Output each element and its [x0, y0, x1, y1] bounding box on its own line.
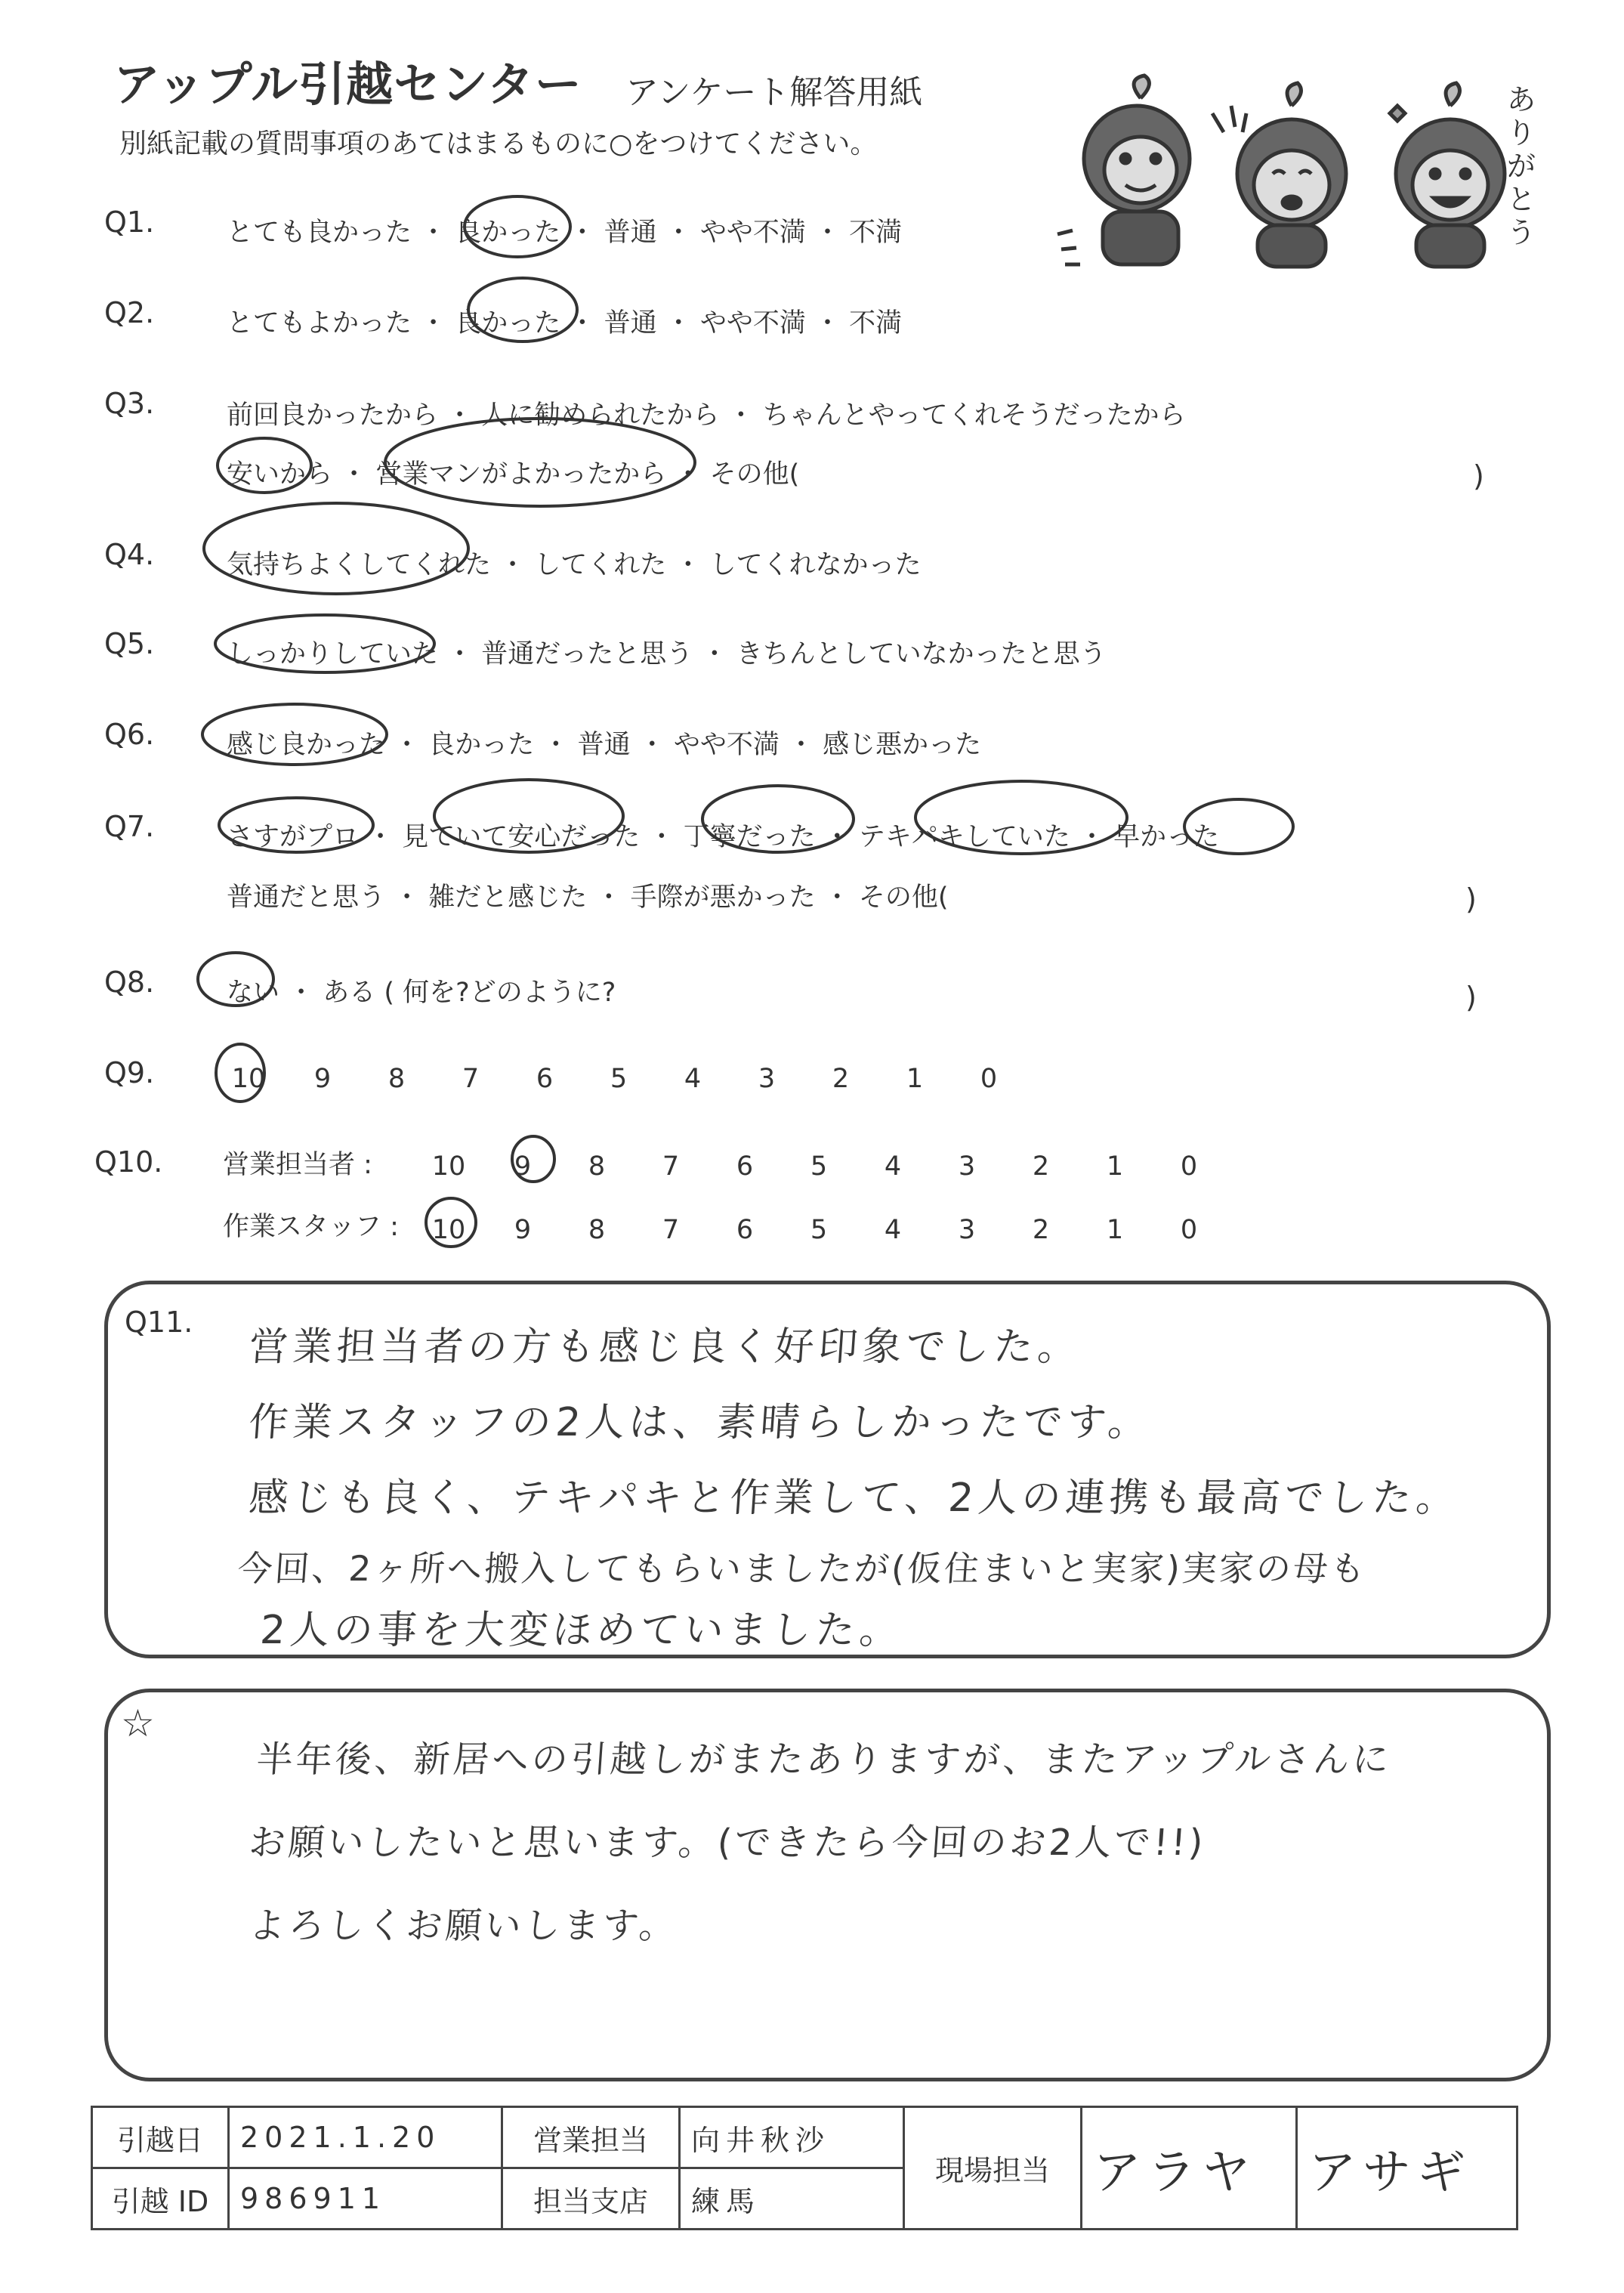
q10-sales-score[interactable]: 7 [662, 1151, 680, 1182]
q9-score[interactable]: 2 [832, 1064, 850, 1094]
q1-option[interactable]: 不満 [849, 218, 903, 248]
q10-sales-score[interactable]: 1 [1106, 1151, 1124, 1182]
q10-staff-score[interactable]: 0 [1180, 1215, 1198, 1245]
q2-option[interactable]: 良かった [455, 308, 561, 338]
q9-score[interactable]: 7 [462, 1064, 480, 1094]
q9-score[interactable]: 6 [536, 1064, 554, 1094]
q10-sales-label: 営業担当者 : [223, 1150, 372, 1180]
star-icon: ☆ [121, 1701, 155, 1745]
branch-value[interactable]: 練馬 [680, 2168, 904, 2230]
q7-option[interactable]: さすがプロ [227, 822, 360, 852]
q10-sales-score[interactable]: 6 [736, 1151, 754, 1182]
q2-label: Q2. [104, 296, 155, 329]
q5-label: Q5. [104, 627, 155, 660]
q10-sales-score[interactable]: 2 [1032, 1151, 1050, 1182]
q10-staff-score[interactable]: 9 [514, 1215, 532, 1245]
q6-options: 感じ良かった ・ 良かった ・ 普通 ・ やや不満 ・ 感じ悪かった [227, 724, 981, 762]
q8-options: ない ・ ある ( 何を?どのように? [227, 972, 616, 1009]
q10-label: Q10. [94, 1145, 163, 1179]
sales-label: 営業担当 [502, 2107, 680, 2168]
q2-option[interactable]: やや不満 [699, 308, 806, 338]
q2-option[interactable]: 普通 [604, 308, 657, 338]
q9-scale [211, 1064, 1026, 1094]
q7-close-paren: ) [1465, 882, 1477, 916]
q7-option[interactable]: 普通だと思う [227, 882, 386, 913]
q7-option[interactable]: その他( [858, 882, 949, 913]
q9-score[interactable]: 9 [313, 1064, 332, 1094]
instruction: 別紙記載の質問事項のあてはまるものに○をつけてください。 [119, 128, 878, 159]
q1-option[interactable]: 良かった [455, 218, 561, 248]
field-staff-1-value[interactable]: アラヤ [1082, 2107, 1297, 2230]
q3-option[interactable]: ちゃんとやってくれそうだったから [762, 400, 1186, 431]
q3-option[interactable]: 人に勧められたから [481, 400, 720, 431]
q10-sales-score[interactable]: 10 [431, 1151, 466, 1182]
move-id-label: 引越 ID [92, 2168, 229, 2230]
q8-close-paren: ) [1465, 981, 1477, 1014]
q7-option[interactable]: 丁寧だった [683, 822, 816, 852]
q8-option[interactable]: ある ( 何を?どのように? [323, 978, 616, 1008]
mascot-monkeys-illustration [1042, 68, 1541, 272]
free-comment-line: お願いしたいと思います。(できたら今回のお2人で!!) [247, 1822, 1208, 1864]
q11-line: 営業担当者の方も感じ良く好印象でした。 [247, 1324, 1083, 1370]
q9-score[interactable]: 1 [906, 1064, 924, 1094]
move-date-label: 引越日 [92, 2107, 229, 2168]
q7-label: Q7. [104, 810, 155, 843]
q9-score[interactable]: 4 [684, 1064, 702, 1094]
field-staff-label: 現場担当 [904, 2107, 1082, 2230]
q1-label: Q1. [104, 206, 155, 239]
q7-options-line1: さすがプロ ・ 見ていて安心だった ・ 丁寧だった ・ テキパキしていた ・ 早かった [227, 816, 1219, 854]
q1-option[interactable]: とても良かった [227, 218, 412, 248]
q8-label: Q8. [104, 966, 155, 999]
q6-option[interactable]: やや不満 [673, 730, 780, 760]
q4-option[interactable]: してくれなかった [709, 550, 922, 580]
q11-line: 感じも良く、テキパキと作業して、2人の連携も最高でした。 [247, 1476, 1462, 1521]
q1-options: とても良かった ・ 良かった ・ 普通 ・ やや不満 ・ 不満 [227, 212, 902, 249]
q2-option[interactable]: 不満 [849, 308, 903, 338]
q7-option[interactable]: 手際が悪かった [630, 882, 816, 913]
q1-option[interactable]: やや不満 [699, 218, 806, 248]
q4-options: 気持ちよくしてくれた ・ してくれた ・ してくれなかった [227, 544, 922, 582]
q11-line: 作業スタッフの2人は、素晴らしかったです。 [247, 1400, 1153, 1445]
q6-option[interactable]: 感じ悪かった [823, 730, 982, 760]
q11-line: 2人の事を大変ほめていました。 [258, 1608, 905, 1653]
branch-label: 担当支店 [502, 2168, 680, 2230]
q7-option[interactable]: テキパキしていた [858, 822, 1070, 852]
move-id-value[interactable]: 986911 [229, 2168, 502, 2230]
q6-option[interactable]: 良かった [428, 730, 535, 760]
q3-options-line1: 前回良かったから ・ 人に勧められたから ・ ちゃんとやってくれそうだったから [227, 394, 1186, 432]
q7-options-line2: 普通だと思う ・ 雑だと感じた ・ 手際が悪かった ・ その他( [227, 876, 949, 914]
q1-option[interactable]: 普通 [604, 218, 657, 248]
q5-option[interactable]: 普通だったと思う [481, 639, 693, 669]
q9-label: Q9. [104, 1056, 155, 1089]
q11-label: Q11. [125, 1306, 193, 1339]
q10-staff-score[interactable]: 6 [736, 1215, 754, 1245]
q2-options: とてもよかった ・ 良かった ・ 普通 ・ やや不満 ・ 不満 [227, 302, 902, 340]
q9-score[interactable]: 3 [758, 1064, 776, 1094]
q3-option[interactable]: 営業マンがよかったから [375, 459, 667, 490]
q10-staff-score[interactable]: 2 [1032, 1215, 1050, 1245]
q10-staff-score[interactable]: 10 [431, 1215, 466, 1245]
q4-option[interactable]: してくれた [534, 550, 667, 580]
q10-staff-score[interactable]: 1 [1106, 1215, 1124, 1245]
q10-sales-score[interactable]: 4 [884, 1151, 902, 1182]
q5-option[interactable]: しっかりしていた [227, 639, 439, 669]
q10-staff-score[interactable]: 7 [662, 1215, 680, 1245]
mascot-caption: ありがとう [1507, 83, 1536, 249]
q10-staff-label: 作業スタッフ : [223, 1212, 399, 1242]
q7-option[interactable]: 早かった [1113, 822, 1220, 852]
q6-option[interactable]: 普通 [577, 730, 631, 760]
q7-option[interactable]: 見ていて安心だった [402, 822, 641, 852]
free-comment-line: よろしくお願いします。 [247, 1905, 680, 1947]
q7-option[interactable]: 雑だと感じた [428, 882, 588, 913]
free-comment-line: 半年後、新居への引越しがまたありますが、またアップルさんに [255, 1738, 1394, 1781]
q9-score[interactable]: 5 [610, 1064, 628, 1094]
q3-option[interactable]: 安いから [227, 459, 333, 490]
q3-close-paren: ) [1473, 459, 1484, 493]
q9-score[interactable]: 0 [980, 1064, 998, 1094]
q4-option[interactable]: 気持ちよくしてくれた [227, 550, 492, 580]
q2-option[interactable]: とてもよかった [227, 308, 412, 338]
q5-option[interactable]: きちんとしていなかったと思う [736, 639, 1107, 669]
q10-sales-score[interactable]: 3 [958, 1151, 976, 1182]
q3-option[interactable]: その他( [709, 459, 800, 490]
q10-staff-score[interactable]: 8 [588, 1215, 606, 1245]
q6-label: Q6. [104, 718, 155, 751]
q3-option[interactable]: 前回良かったから [227, 400, 439, 431]
q10-staff-scale [412, 1215, 1226, 1245]
q5-options: しっかりしていた ・ 普通だったと思う ・ きちんとしていなかったと思う [227, 633, 1107, 671]
form-name: アンケート解答用紙 [625, 73, 923, 112]
q6-option[interactable]: 感じ良かった [227, 730, 386, 760]
q10-sales-score[interactable]: 5 [810, 1151, 828, 1182]
q10-sales-score[interactable]: 0 [1180, 1151, 1198, 1182]
q4-label: Q4. [104, 538, 155, 571]
company-name: アップル引越センター [113, 57, 582, 112]
q10-staff-score[interactable]: 5 [810, 1215, 828, 1245]
move-date-value[interactable]: 2021.1.20 [229, 2107, 502, 2168]
q11-line: 今回、2ヶ所へ搬入してもらいましたが(仮住まいと実家)実家の母も [236, 1548, 1369, 1589]
q3-label: Q3. [104, 387, 155, 420]
q9-score[interactable]: 8 [387, 1064, 406, 1094]
q9-score[interactable]: 10 [231, 1064, 266, 1094]
q10-staff-score[interactable]: 4 [884, 1215, 902, 1245]
q3-options-line2: 安いから ・ 営業マンがよかったから ・ その他( [227, 453, 799, 491]
q10-sales-scale [412, 1151, 1226, 1182]
footer-table [91, 2106, 1518, 2230]
sales-name-value[interactable]: 向井秋沙 [680, 2107, 904, 2168]
field-staff-2-value[interactable]: アサギ [1297, 2107, 1517, 2230]
q10-sales-score[interactable]: 8 [588, 1151, 606, 1182]
q8-option[interactable]: ない [227, 978, 280, 1008]
q10-staff-score[interactable]: 3 [958, 1215, 976, 1245]
q10-sales-score[interactable]: 9 [514, 1151, 532, 1182]
